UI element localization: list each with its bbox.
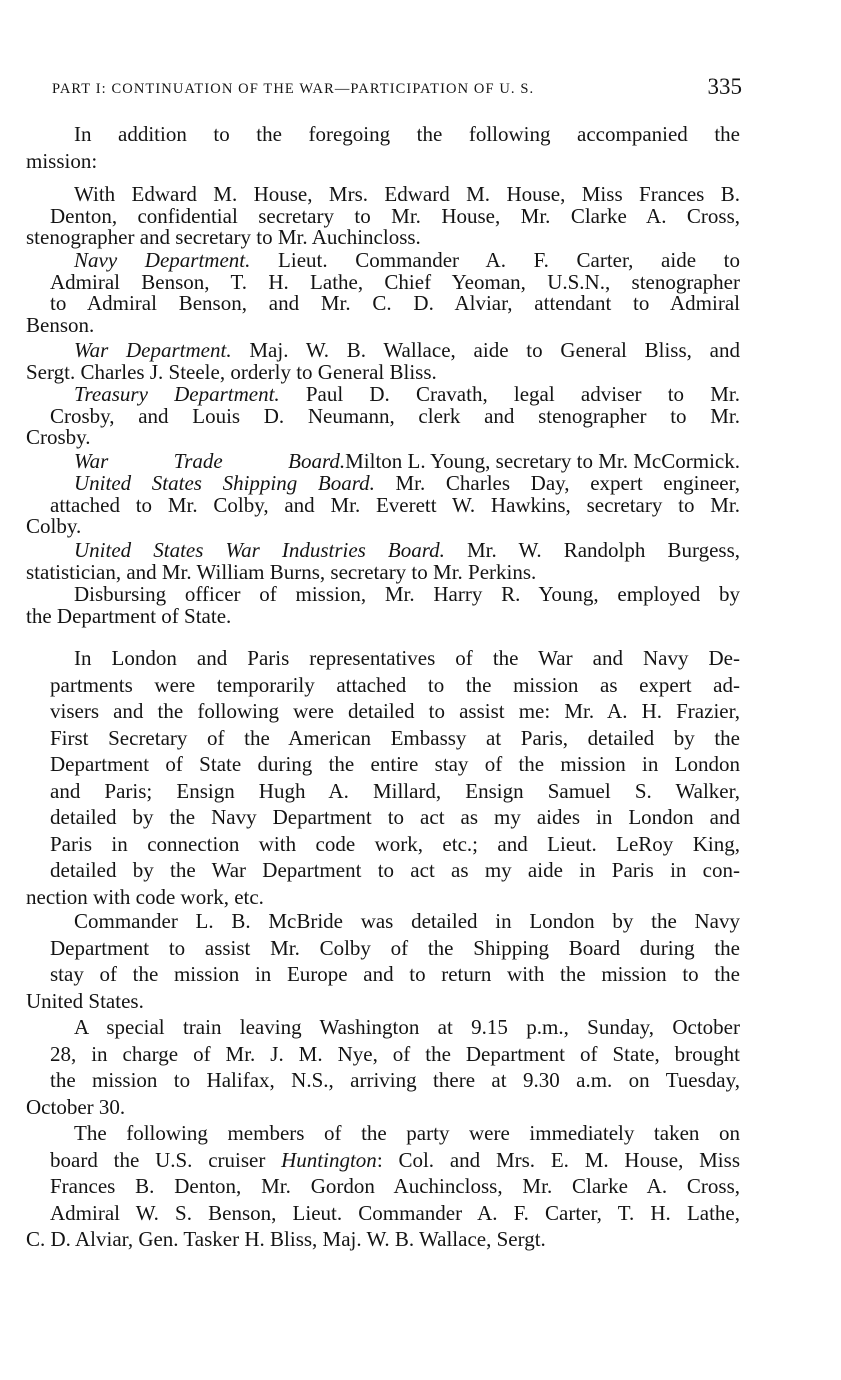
paragraph-huntington-party: The following members of the party were immediately taken on board the U.S. cruiser Huntington: Col. and Mrs. E. M. House, Miss Frances B. Denton, Mr. Gordon Auchincloss, Mr. Clarke A. Cross, Admiral W. S. Benson, Lieut. Commander A. F. Carter, T. H. Lathe, C. D. Alviar, Gen. Tasker H. Bliss, Maj. W. B. Wallace, Sergt.	[26, 1121, 740, 1251]
paragraph-mcbride: Commander L. B. McBride was detailed in London by the Navy Department to assist Mr. Colby of the Shipping Board during the stay of the mission in Europe and to return with the mission to the United States.	[26, 909, 740, 1013]
page-number: 335	[707, 74, 742, 99]
heading-navy-department: Navy Department.	[74, 248, 251, 272]
paragraph-disbursing-officer: Disbursing officer of mission, Mr. Harry R. Young, employed by the Department of State.	[26, 582, 740, 628]
paragraph-war-industries-board: United States War Industries Board. Mr. W. Randolph Burgess, statistician, and Mr. William Burns, secretary to Mr. Perkins.	[26, 538, 740, 584]
heading-war-department: War Department.	[74, 338, 232, 362]
paragraph-special-train: A special train leaving Washington at 9.15 p.m., Sunday, October 28, in charge of Mr. J. M. Nye, of the Department of State, brought the mission to Halifax, N.S., arriving there at 9.30 a.m. on Tuesday, October 30.	[26, 1015, 740, 1119]
paragraph-shipping-board: United States Shipping Board. Mr. Charles Day, expert engineer, attached to Mr. Colby, and Mr. Everett W. Hawkins, secretary to Mr. Colby.	[26, 471, 740, 539]
paragraph-navy-department: Navy Department. Lieut. Commander A. F. Carter, aide to Admiral Benson, T. H. Lathe, Chief Yeoman, U.S.N., stenographer to Admiral Benson, and Mr. C. D. Alviar, attendant to Admiral Benson.	[26, 248, 740, 338]
paragraph-war-department: War Department. Maj. W. B. Wallace, aide to General Bliss, and Sergt. Charles J. Steele, orderly to General Bliss.	[26, 338, 741, 384]
paragraph-treasury-department: Treasury Department. Paul D. Cravath, legal adviser to Mr. Crosby, and Louis D. Neumann, clerk and stenographer to Mr. Crosby.	[26, 382, 740, 450]
ship-name: Huntington	[281, 1147, 377, 1172]
running-header	[52, 74, 742, 104]
running-title: PART I: CONTINUATION OF THE WAR—PARTICIPATION OF U. S.	[52, 81, 535, 97]
paragraph-london-paris: In London and Paris representatives of the War and Navy De- partments were temporarily attached to the mission as expert ad- visers and the following were detailed to assist me: Mr. A. H. Frazier, First Secretary of the American Embassy at Paris, detailed by the Department of State during the entire stay of the mission in London and Paris; Ensign Hugh A. Millard, Ensign Samuel S. Walker, detailed by the Navy Department to act as my aides in London and Paris in connection with code work, etc.; and Lieut. LeRoy King, detailed by the War Department to act as my aide in Paris in con- nection with code work, etc.	[26, 646, 740, 909]
heading-war-industries-board: United States War Industries Board.	[74, 538, 445, 562]
heading-war-trade-board: War Trade Board.	[74, 449, 346, 473]
paragraph-intro: In addition to the foregoing the following accompanied the mission:	[26, 122, 740, 173]
paragraph-house-party: With Edward M. House, Mrs. Edward M. House, Miss Frances B. Denton, confidential secretary to Mr. House, Mr. Clarke A. Cross, stenographer and secretary to Mr. Auchincloss.	[26, 182, 740, 250]
heading-treasury-department: Treasury Department.	[74, 382, 280, 406]
paragraph-war-trade-board: War Trade Board.Milton L. Young, secretary to Mr. McCormick.	[74, 449, 740, 473]
heading-shipping-board: United States Shipping Board.	[74, 471, 375, 495]
